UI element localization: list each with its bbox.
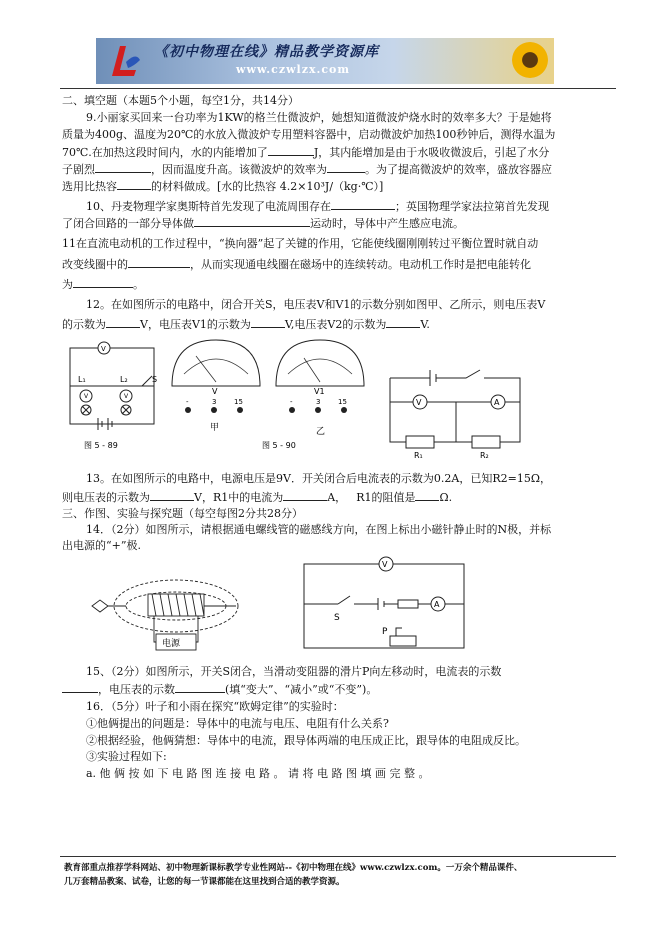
q11-blank2[interactable] xyxy=(73,276,133,288)
q9-blank2[interactable] xyxy=(95,161,151,173)
svg-text:15: 15 xyxy=(234,398,243,406)
q9-line2: 质量为400g、温度为20℃的水放入微波炉专用塑料容器中，启动微波炉加热100秒钟后，测得水温为 xyxy=(62,128,556,141)
sunflower-icon xyxy=(512,42,548,78)
svg-text:V: V xyxy=(84,393,89,400)
q14-solenoid-figure xyxy=(86,568,248,660)
svg-text:3: 3 xyxy=(212,398,217,406)
q9-line5: 选用比热容 的材料做成。[水的比热容 4.2×10³J/（kg·℃）] xyxy=(62,180,384,193)
banner-title: 《初中物理在线》精品教学资源库 xyxy=(154,44,379,60)
q9-line4: 子剧烈 ，因而温度升高。该微波炉的效率为 。为了提高微波炉的效率，盛放容器应 xyxy=(62,163,552,176)
svg-text:V: V xyxy=(124,393,129,400)
q15-blank1[interactable] xyxy=(62,681,98,693)
header-rule xyxy=(60,88,616,89)
q15-ammeter-label: A xyxy=(434,600,440,609)
q15-voltmeter-label: V xyxy=(382,560,388,569)
q14-line2: 出电源的“+”极. xyxy=(62,539,141,552)
fig590-caption: 图 5 - 90 xyxy=(262,441,296,450)
q13-ammeter-label: A xyxy=(494,398,500,407)
q10-blank2[interactable] xyxy=(194,215,310,227)
q9-blank4[interactable] xyxy=(117,178,151,190)
site-logo-icon xyxy=(106,42,142,80)
q12-line1: 12。在如图所示的电路中，闭合开关S，电压表V和V1的示数分别如图甲、乙所示，则电压表V xyxy=(86,298,546,311)
q15-p-label: P xyxy=(382,627,388,637)
q16-line3: ②根据经验，他俩猜想：导体中的电流，跟导体两端的电压成正比，跟导体的电阻成反比。 xyxy=(86,734,526,747)
fig589-caption: 图 5 - 89 xyxy=(84,441,118,450)
q16-line2: ①他俩提出的问题是：导体中的电流与电压、电阻有什么关系? xyxy=(86,717,389,730)
section3-heading: 三、作图、实验与探究题（每空每图2分共28分） xyxy=(62,507,303,520)
q13-blank3[interactable] xyxy=(415,489,439,501)
q13-voltmeter-label: V xyxy=(416,398,422,407)
fig589-s-label: S xyxy=(152,375,158,384)
q15-circuit xyxy=(298,556,478,660)
meter-jia-v-label: V xyxy=(212,387,218,396)
q12-blank3[interactable] xyxy=(386,316,420,328)
q9-line3: 70℃.在加热这段时间内，水的内能增加了 J，其内能增加是由于水吸收微波后，引起了水分 xyxy=(62,146,550,159)
q14-power-label: 电源 xyxy=(162,639,181,649)
q10-blank1[interactable] xyxy=(331,198,395,210)
q13-r2-label: R₂ xyxy=(480,451,489,460)
figure-5-90-meters xyxy=(166,334,376,452)
q12-blank1[interactable] xyxy=(106,316,140,328)
header-banner xyxy=(96,38,554,84)
q12-line2: 的示数为 V，电压表V1的示数为 V,电压表V2的示数为 V. xyxy=(62,318,430,331)
figure-5-89-circuit xyxy=(64,334,166,452)
q13-line1: 13。在如图所示的电路中，电源电压是9V．开关闭合后电流表的示数为0.2A，已知R2=15Ω， xyxy=(86,472,551,485)
q15-s-label: S xyxy=(334,613,340,623)
q15-line2: ，电压表的示数 (填“变大”、“减小”或“不变”)。 xyxy=(62,681,618,697)
svg-text:-: - xyxy=(290,398,293,406)
q11-line3: 为 。 xyxy=(62,278,144,291)
q16-line4: ③实验过程如下: xyxy=(86,750,167,763)
svg-text:-: - xyxy=(186,398,189,406)
q9-blank3[interactable] xyxy=(327,161,365,173)
section2-heading: 二、填空题（本题5个小题，每空1分，共14分） xyxy=(62,94,299,107)
q11-blank1[interactable] xyxy=(128,256,190,268)
q10-line2: 了闭合回路的一部分导体做 运动时，导体中产生感应电流。 xyxy=(62,217,464,230)
q13-r1-label: R₁ xyxy=(414,451,423,460)
q15-blank2[interactable] xyxy=(175,681,225,693)
q13-blank1[interactable] xyxy=(150,489,194,501)
svg-text:3: 3 xyxy=(316,398,321,406)
q13-circuit xyxy=(380,362,530,460)
meter-yi-v1-label: V1 xyxy=(314,387,325,396)
q11-line1: 11在直流电动机的工作过程中，“换向器”起了关键的作用，它能使线圈刚刚转过平衡位置时就自动 xyxy=(62,237,539,250)
svg-text:15: 15 xyxy=(338,398,347,406)
fig589-v-label: V xyxy=(101,345,106,353)
banner-url[interactable]: www.czwlzx.com xyxy=(236,63,351,76)
footer-line2: 几万套精品教案、试卷，让您的每一节课都能在这里找到合适的教学资源。 xyxy=(64,877,345,887)
q13-line2: 则电压表的示数为 V，R1中的电流为 A， R1的阻值是 Ω. xyxy=(62,491,453,504)
fig589-l2-label: L₂ xyxy=(120,375,128,384)
fig589-l1-label: L₁ xyxy=(78,375,86,384)
q16-line1: 16．（5分）叶子和小雨在探究“欧姆定律”的实验时： xyxy=(86,700,344,713)
q10-line1: 10、丹麦物理学家奥斯特首先发现了电流周围存在 ；英国物理学家法拉第首先发现 xyxy=(86,200,549,213)
q9-blank1[interactable] xyxy=(268,144,314,156)
q16-line5: a. 他 俩 按 如 下 电 路 图 连 接 电 路 。 请 将 电 路 图 填 画 完 整 。 xyxy=(86,767,430,780)
footer-rule xyxy=(60,856,616,857)
q9-line1: 9.小丽家买回来一台功率为1KW的格兰仕微波炉，她想知道微波炉烧水时的效率多大？于是她将 xyxy=(86,111,552,124)
meter-yi-caption: 乙 xyxy=(316,427,326,437)
q11-line2: 改变线圈中的 ，从而实现通电线圈在磁场中的连续转动。电动机工作时是把电能转化 xyxy=(62,258,531,271)
footer-line1: 教育部重点推荐学科网站、初中物理新课标教学专业性网站--《初中物理在线》www.czwlzx.com。一万余个精品课件、 xyxy=(64,863,523,873)
q15-line1: 15、（2分）如图所示，开关S闭合，当滑动变阻器的滑片P向左移动时，电流表的示数 xyxy=(86,665,502,678)
q12-blank2[interactable] xyxy=(251,316,285,328)
q14-line1: 14．（2分）如图所示，请根据通电螺线管的磁感线方向，在图上标出小磁针静止时的N极，并标 xyxy=(86,523,552,536)
meter-jia-caption: 甲 xyxy=(210,423,220,433)
q13-blank2[interactable] xyxy=(283,489,327,501)
